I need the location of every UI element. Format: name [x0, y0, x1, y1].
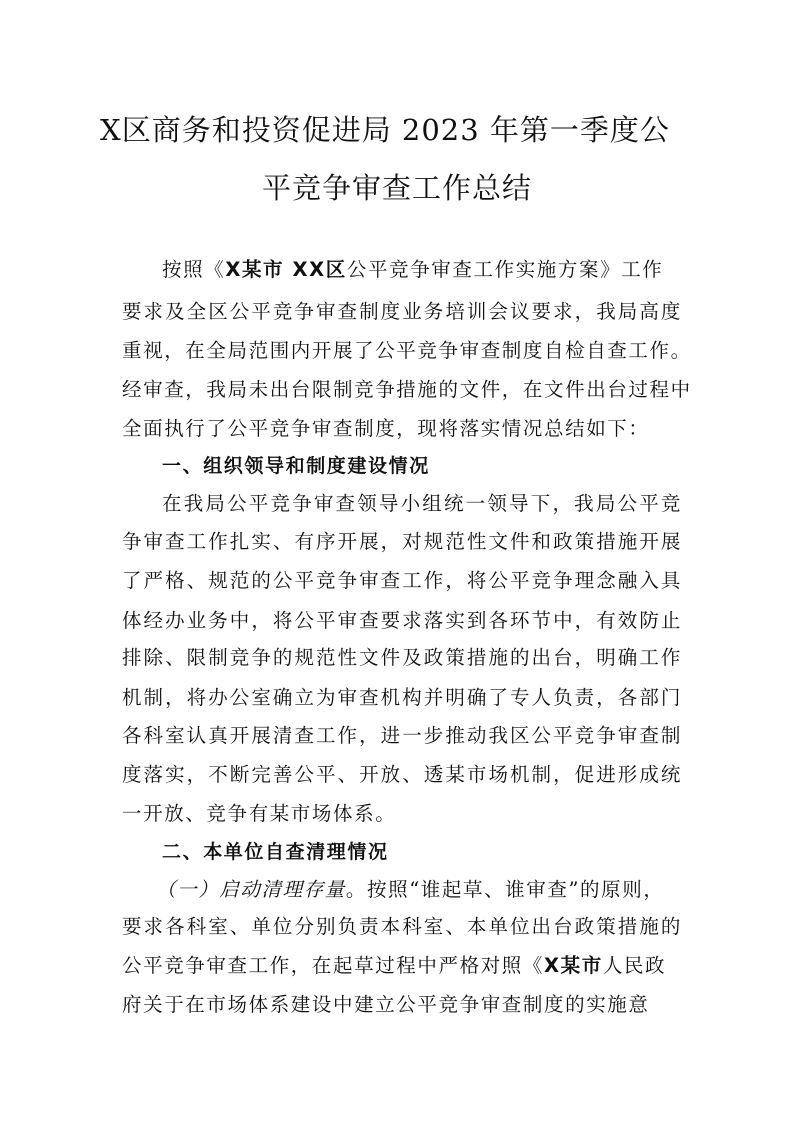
- text-run: 。按照“谁起草、谁审查”的原则，: [345, 878, 665, 901]
- section-heading-1: 一、组织领导和制度建设情况: [162, 455, 430, 477]
- paragraph-3-line-1: [156, 876, 682, 904]
- paragraph-2-line-5: 排除、限制竞争的规范性文件及政策措施的出台，明确工作: [122, 646, 682, 669]
- paragraph-1-line-3: 重视，在全局范围内开展了公平竞争审查制度自检自查工作。: [122, 339, 692, 362]
- paragraph-2-line-2: 争审查工作扎实、有序开展，对规范性文件和政策措施开展: [122, 530, 682, 553]
- text-run: 公平竞争审查工作，在起草过程中严格对照《: [122, 954, 545, 977]
- paragraph-1-line-5: 全面执行了公平竞争审查制度，现将落实情况总结如下：: [122, 417, 650, 440]
- paragraph-3-line-3: [122, 952, 682, 980]
- paragraph-1-line-2: 要求及全区公平竞争审查制度业务培训会议要求，我局高度: [122, 300, 682, 323]
- place-name: X某市: [544, 954, 603, 977]
- place-name: X某市 XX区: [225, 258, 347, 281]
- paragraph-2-line-9: 一开放、竞争有某市场体系。: [122, 802, 397, 825]
- text-run: 公平竞争审查工作实施方案》工作: [346, 258, 664, 281]
- paragraph-2-line-1: 在我局公平竞争审查领导小组统一领导下，我局公平竞: [162, 492, 682, 515]
- paragraph-2-line-7: 各科室认真开展清查工作，进一步推动我区公平竞争审查制: [122, 724, 682, 747]
- text-run: 按照《: [162, 258, 226, 281]
- paragraph-2-line-8: 度落实，不断完善公平、开放、透某市场机制，促进形成统: [122, 763, 682, 786]
- document-title-line-1: X区商务和投资促进局 2023 年第一季度公: [100, 113, 670, 147]
- section-heading-2: 二、本单位自查清理情况: [162, 841, 389, 863]
- text-run: 人民政: [602, 954, 667, 977]
- subsection-lead: （一）启动清理存量: [156, 878, 346, 901]
- paragraph-2-line-6: 机制，将办公室确立为审查机构并明确了专人负责，各部门: [122, 686, 682, 709]
- paragraph-3-line-2: 要求各科室、单位分别负责本科室、本单位出台政策措施的: [122, 915, 682, 938]
- paragraph-2-line-3: 了严格、规范的公平竞争审查工作，将公平竞争理念融入具: [122, 569, 682, 592]
- paragraph-2-line-4: 体经办业务中，将公平审查要求落实到各环节中，有效防止: [122, 609, 682, 632]
- document-title-line-2: 平竞争审查工作总结: [261, 171, 532, 205]
- paragraph-1-line-1: [162, 256, 682, 284]
- paragraph-1-line-4: 经审查，我局未出台限制竞争措施的文件，在文件出台过程中: [122, 378, 692, 401]
- paragraph-3-line-4: 府关于在市场体系建设中建立公平竞争审查制度的实施意: [122, 993, 650, 1016]
